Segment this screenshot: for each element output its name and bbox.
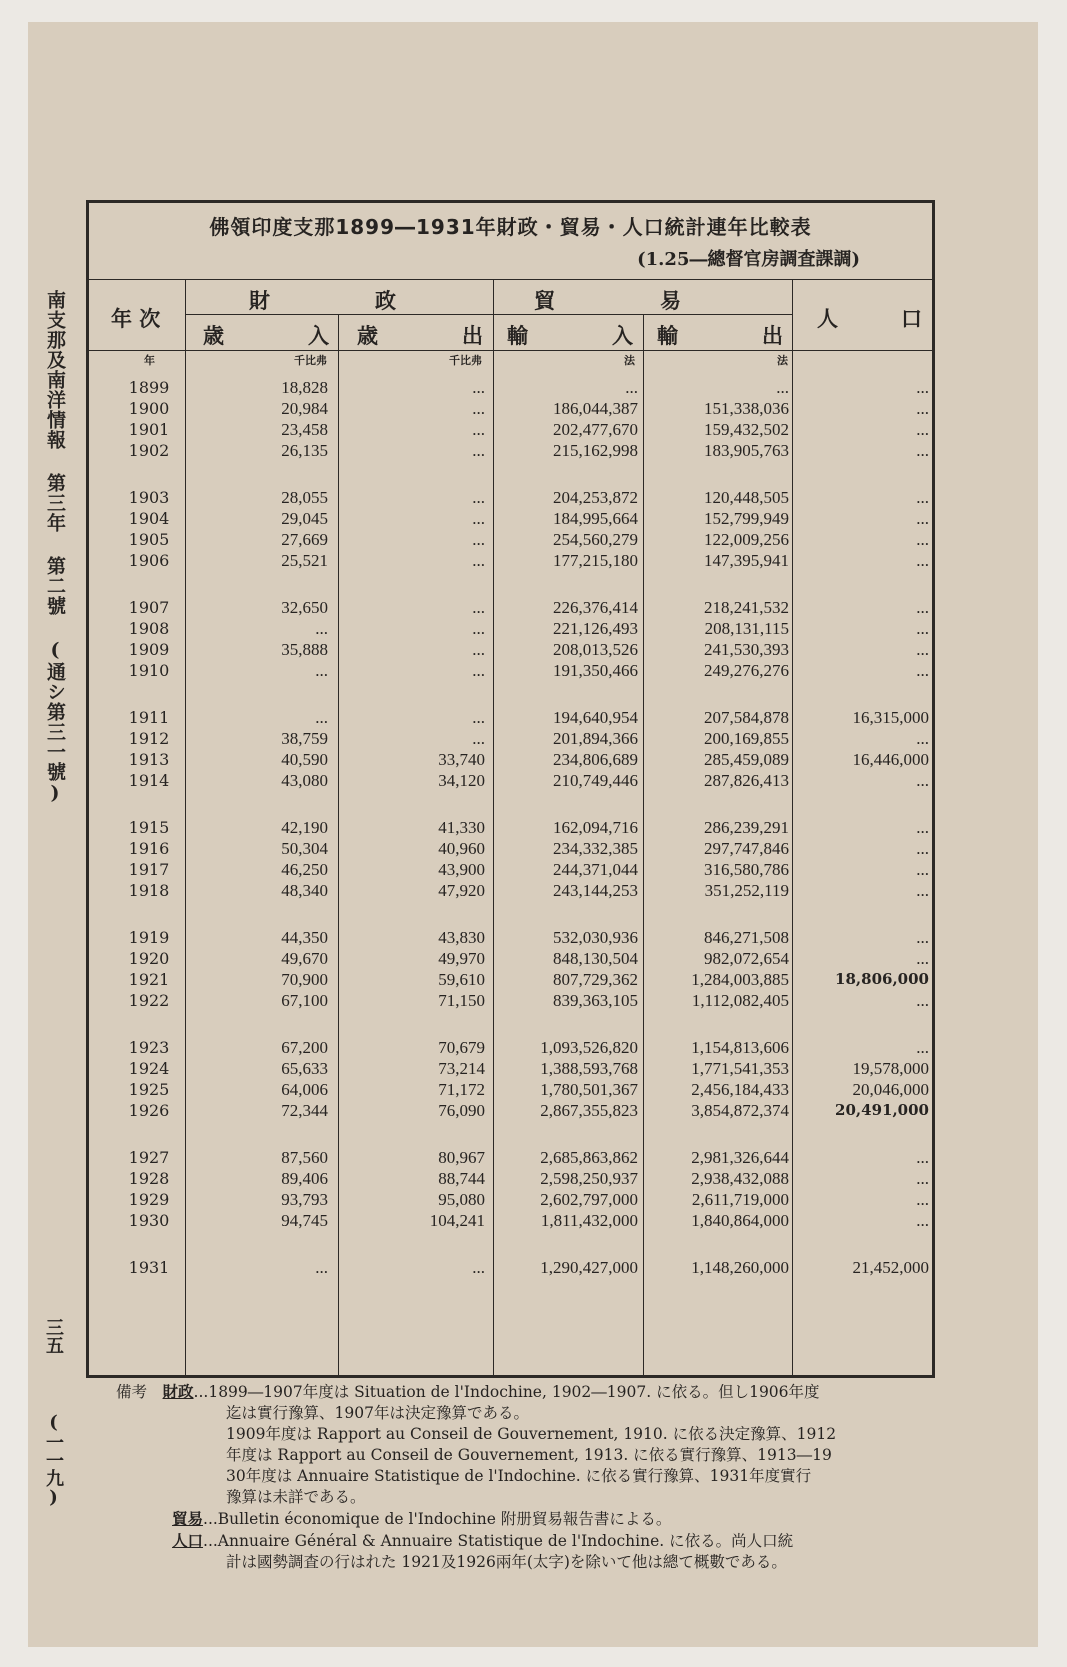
cell-expenditure: ... — [472, 598, 485, 617]
cell-population: ... — [916, 771, 929, 790]
table-row — [89, 1258, 932, 1280]
cell-exports: 287,826,413 — [704, 771, 789, 790]
cell-expenditure: 71,150 — [438, 991, 485, 1010]
statistics-table — [86, 200, 935, 1378]
cell-expenditure: ... — [472, 640, 485, 659]
cell-imports: ... — [625, 378, 638, 397]
table-row — [89, 860, 932, 882]
cell-revenue: 46,250 — [281, 860, 328, 879]
table-row — [89, 640, 932, 662]
cell-year: 1925 — [128, 1080, 170, 1099]
header-bottom-rule — [89, 350, 932, 351]
cell-expenditure: 73,214 — [438, 1059, 485, 1078]
table-row — [89, 661, 932, 683]
cell-year: 1916 — [128, 839, 170, 858]
cell-revenue: 32,650 — [281, 598, 328, 617]
cell-year: 1929 — [128, 1190, 170, 1209]
table-row — [89, 991, 932, 1013]
cell-revenue: 38,759 — [281, 729, 328, 748]
cell-year: 1921 — [128, 970, 170, 989]
cell-expenditure: 34,120 — [438, 771, 485, 790]
cell-expenditure: ... — [472, 1258, 485, 1277]
table-row — [89, 1169, 932, 1191]
table-row — [89, 1148, 932, 1170]
table-row — [89, 420, 932, 442]
cell-expenditure: 43,900 — [438, 860, 485, 879]
cell-revenue: 18,828 — [281, 378, 328, 397]
cell-revenue: ... — [315, 661, 328, 680]
header-expenditure: 歳 出 — [357, 323, 483, 348]
cell-year: 1901 — [128, 420, 170, 439]
cell-exports: ... — [776, 378, 789, 397]
cell-revenue: 35,888 — [281, 640, 328, 659]
cell-expenditure: ... — [472, 708, 485, 727]
table-row — [89, 509, 932, 531]
cell-population: 16,315,000 — [852, 708, 929, 727]
cell-population: ... — [916, 881, 929, 900]
cell-imports: 162,094,716 — [553, 818, 638, 837]
cell-exports: 351,252,119 — [704, 881, 789, 900]
cell-imports: 215,162,998 — [553, 441, 638, 460]
note-label-finance: 財政 — [162, 1382, 194, 1401]
table-title: 佛領印度支那1899―1931年財政・貿易・人口統計連年比較表 — [209, 215, 812, 239]
cell-imports: 184,995,664 — [553, 509, 638, 528]
unit-expenditure: 千比弗 — [449, 354, 482, 367]
cell-imports: 839,363,105 — [553, 991, 638, 1010]
cell-exports: 147,395,941 — [704, 551, 789, 570]
cell-population: ... — [916, 441, 929, 460]
cell-exports: 151,338,036 — [704, 399, 789, 418]
cell-population: ... — [916, 640, 929, 659]
cell-year: 1915 — [128, 818, 170, 837]
cell-revenue: 67,200 — [281, 1038, 328, 1057]
cell-imports: 1,093,526,820 — [540, 1038, 638, 1057]
page-number: 三五 — [43, 1318, 64, 1354]
table-row — [89, 551, 932, 573]
cell-expenditure: 43,830 — [438, 928, 485, 947]
header-imports: 輸 入 — [507, 323, 633, 348]
cell-revenue: ... — [315, 619, 328, 638]
cell-exports: 218,241,532 — [704, 598, 789, 617]
cell-imports: 221,126,493 — [553, 619, 638, 638]
cell-imports: 2,598,250,937 — [540, 1169, 638, 1188]
table-row — [89, 1080, 932, 1102]
cell-revenue: 25,521 — [281, 551, 328, 570]
cell-expenditure: ... — [472, 530, 485, 549]
table-subtitle: (1.25―總督官房調査課調) — [637, 249, 860, 270]
cell-expenditure: 59,610 — [438, 970, 485, 989]
cell-year: 1909 — [128, 640, 170, 659]
cell-expenditure: 88,744 — [438, 1169, 485, 1188]
cell-exports: 286,239,291 — [704, 818, 789, 837]
header-trade: 貿 易 — [534, 288, 681, 313]
cell-exports: 183,905,763 — [704, 441, 789, 460]
cell-exports: 982,072,654 — [704, 949, 789, 968]
document-page — [28, 22, 1038, 1647]
cell-population: ... — [916, 488, 929, 507]
cell-expenditure: 49,970 — [438, 949, 485, 968]
total-page-number: (一一九) — [43, 1412, 64, 1508]
table-row — [89, 750, 932, 772]
cell-population: 20,046,000 — [852, 1080, 929, 1099]
cell-revenue: 40,590 — [281, 750, 328, 769]
cell-expenditure: ... — [472, 441, 485, 460]
cell-exports: 200,169,855 — [704, 729, 789, 748]
cell-year: 1903 — [128, 488, 170, 507]
cell-imports: 1,811,432,000 — [540, 1211, 638, 1230]
cell-year: 1899 — [128, 378, 170, 397]
cell-expenditure: 71,172 — [438, 1080, 485, 1099]
cell-expenditure: ... — [472, 729, 485, 748]
cell-year: 1912 — [128, 729, 170, 748]
cell-revenue: ... — [315, 1258, 328, 1277]
table-row — [89, 530, 932, 552]
cell-imports: 243,144,253 — [553, 881, 638, 900]
cell-imports: 2,867,355,823 — [540, 1101, 638, 1120]
cell-revenue: 64,006 — [281, 1080, 328, 1099]
cell-year: 1930 — [128, 1211, 170, 1230]
cell-year: 1910 — [128, 661, 170, 680]
cell-imports: 1,388,593,768 — [540, 1059, 638, 1078]
cell-population: ... — [916, 839, 929, 858]
note-population-line-1: 計は國勢調査の行はれた 1921及1926兩年(太字)を除いて他は總て概數である。 — [226, 1553, 787, 1571]
cell-expenditure: ... — [472, 551, 485, 570]
cell-expenditure: 33,740 — [438, 750, 485, 769]
cell-population: 20,491,000 — [835, 1101, 929, 1119]
cell-imports: 191,350,466 — [553, 661, 638, 680]
cell-population: 21,452,000 — [852, 1258, 929, 1277]
table-row — [89, 949, 932, 971]
cell-imports: 226,376,414 — [553, 598, 638, 617]
cell-population: ... — [916, 420, 929, 439]
cell-year: 1904 — [128, 509, 170, 528]
cell-revenue: 20,984 — [281, 399, 328, 418]
table-row — [89, 771, 932, 793]
cell-exports: 152,799,949 — [704, 509, 789, 528]
cell-imports: 194,640,954 — [553, 708, 638, 727]
cell-revenue: 26,135 — [281, 441, 328, 460]
table-row — [89, 928, 932, 950]
note-finance-line-1: 迄は實行豫算、1907年は決定豫算である。 — [226, 1404, 529, 1422]
table-row — [89, 1101, 932, 1123]
cell-population: ... — [916, 818, 929, 837]
cell-expenditure: ... — [472, 378, 485, 397]
cell-year: 1902 — [128, 441, 170, 460]
cell-revenue: 42,190 — [281, 818, 328, 837]
note-trade-line: ...Bulletin économique de l'Indochine 附册貿易報告書による。 — [203, 1510, 672, 1528]
cell-population: ... — [916, 619, 929, 638]
cell-expenditure: 40,960 — [438, 839, 485, 858]
cell-exports: 316,580,786 — [704, 860, 789, 879]
cell-exports: 1,148,260,000 — [691, 1258, 789, 1277]
cell-population: ... — [916, 399, 929, 418]
cell-year: 1927 — [128, 1148, 170, 1167]
header-year: 年 次 — [111, 306, 161, 331]
cell-revenue: 50,304 — [281, 839, 328, 858]
cell-year: 1905 — [128, 530, 170, 549]
cell-exports: 120,448,505 — [704, 488, 789, 507]
cell-imports: 202,477,670 — [553, 420, 638, 439]
cell-expenditure: 95,080 — [438, 1190, 485, 1209]
note-finance-line-2: 1909年度は Rapport au Conseil de Gouvernement, 1910. に依る決定豫算、1912 — [226, 1425, 837, 1443]
cell-year: 1908 — [128, 619, 170, 638]
cell-imports: 1,290,427,000 — [540, 1258, 638, 1277]
table-row — [89, 1190, 932, 1212]
cell-year: 1923 — [128, 1038, 170, 1057]
cell-imports: 244,371,044 — [553, 860, 638, 879]
cell-year: 1922 — [128, 991, 170, 1010]
cell-exports: 2,611,719,000 — [691, 1190, 789, 1209]
cell-population: ... — [916, 1211, 929, 1230]
note-label-trade: 貿易 — [172, 1509, 204, 1528]
cell-population: ... — [916, 860, 929, 879]
table-row — [89, 818, 932, 840]
cell-population: ... — [916, 1169, 929, 1188]
note-finance-line-5: 豫算は未詳である。 — [226, 1488, 366, 1506]
cell-population: ... — [916, 928, 929, 947]
cell-revenue: 87,560 — [281, 1148, 328, 1167]
table-row — [89, 399, 932, 421]
cell-population: 19,578,000 — [852, 1059, 929, 1078]
header-finance: 財 政 — [249, 288, 396, 313]
cell-exports: 207,584,878 — [704, 708, 789, 727]
header-population: 人 口 — [817, 306, 922, 331]
cell-population: ... — [916, 1190, 929, 1209]
unit-revenue: 千比弗 — [294, 354, 327, 367]
cell-exports: 285,459,089 — [704, 750, 789, 769]
cell-revenue: 94,745 — [281, 1211, 328, 1230]
cell-revenue: 29,045 — [281, 509, 328, 528]
table-row — [89, 488, 932, 510]
cell-population: ... — [916, 1148, 929, 1167]
cell-year: 1907 — [128, 598, 170, 617]
cell-imports: 210,749,446 — [553, 771, 638, 790]
notes-heading: 備考 — [116, 1383, 148, 1401]
table-row — [89, 970, 932, 992]
cell-imports: 848,130,504 — [553, 949, 638, 968]
cell-exports: 1,771,541,353 — [691, 1059, 789, 1078]
note-finance-line-0: ...1899―1907年度は Situation de l'Indochine, 1902―1907. に依る。但し1906年度 — [193, 1383, 820, 1401]
cell-imports: 204,253,872 — [553, 488, 638, 507]
cell-expenditure: ... — [472, 420, 485, 439]
cell-expenditure: 104,241 — [429, 1211, 485, 1230]
table-row — [89, 441, 932, 463]
cell-year: 1917 — [128, 860, 170, 879]
cell-exports: 249,276,276 — [704, 661, 789, 680]
table-row — [89, 839, 932, 861]
cell-revenue: 72,344 — [281, 1101, 328, 1120]
cell-expenditure: ... — [472, 619, 485, 638]
cell-population: ... — [916, 530, 929, 549]
cell-imports: 186,044,387 — [553, 399, 638, 418]
cell-year: 1906 — [128, 551, 170, 570]
cell-expenditure: ... — [472, 488, 485, 507]
cell-exports: 159,432,502 — [704, 420, 789, 439]
header-revenue: 歳 入 — [203, 323, 329, 348]
cell-revenue: 49,670 — [281, 949, 328, 968]
cell-imports: 1,780,501,367 — [540, 1080, 638, 1099]
cell-revenue: 43,080 — [281, 771, 328, 790]
cell-population: ... — [916, 1038, 929, 1057]
table-row — [89, 729, 932, 751]
table-row — [89, 598, 932, 620]
cell-population: ... — [916, 661, 929, 680]
cell-imports: 2,602,797,000 — [540, 1190, 638, 1209]
cell-year: 1900 — [128, 399, 170, 418]
cell-population: ... — [916, 991, 929, 1010]
cell-year: 1911 — [128, 708, 170, 727]
cell-expenditure: ... — [472, 399, 485, 418]
header-top-rule — [89, 279, 932, 280]
cell-imports: 208,013,526 — [553, 640, 638, 659]
cell-expenditure: 76,090 — [438, 1101, 485, 1120]
cell-imports: 234,806,689 — [553, 750, 638, 769]
cell-exports: 122,009,256 — [704, 530, 789, 549]
cell-revenue: 48,340 — [281, 881, 328, 900]
note-finance-line-4: 30年度は Annuaire Statistique de l'Indochine. に依る實行豫算、1931年度實行 — [226, 1467, 812, 1485]
cell-exports: 2,456,184,433 — [691, 1080, 789, 1099]
table-row — [89, 1059, 932, 1081]
cell-expenditure: ... — [472, 661, 485, 680]
cell-revenue: 23,458 — [281, 420, 328, 439]
cell-revenue: 70,900 — [281, 970, 328, 989]
cell-population: ... — [916, 509, 929, 528]
cell-exports: 1,154,813,606 — [691, 1038, 789, 1057]
table-row — [89, 378, 932, 400]
cell-revenue: 44,350 — [281, 928, 328, 947]
cell-population: ... — [916, 378, 929, 397]
cell-revenue: 65,633 — [281, 1059, 328, 1078]
cell-expenditure: 41,330 — [438, 818, 485, 837]
cell-exports: 208,131,115 — [704, 619, 789, 638]
cell-revenue: 93,793 — [281, 1190, 328, 1209]
header-exports: 輸 出 — [657, 323, 783, 348]
cell-exports: 297,747,846 — [704, 839, 789, 858]
cell-population: ... — [916, 729, 929, 748]
cell-exports: 846,271,508 — [704, 928, 789, 947]
cell-revenue: 28,055 — [281, 488, 328, 507]
cell-exports: 3,854,872,374 — [691, 1101, 789, 1120]
cell-imports: 234,332,385 — [553, 839, 638, 858]
cell-population: 16,446,000 — [852, 750, 929, 769]
cell-year: 1920 — [128, 949, 170, 968]
cell-exports: 2,938,432,088 — [691, 1169, 789, 1188]
cell-year: 1926 — [128, 1101, 170, 1120]
note-label-population: 人口 — [172, 1531, 204, 1550]
cell-imports: 177,215,180 — [553, 551, 638, 570]
cell-exports: 241,530,393 — [704, 640, 789, 659]
table-row — [89, 1211, 932, 1233]
note-finance-line-3: 年度は Rapport au Conseil de Gouvernement, 1913. に依る實行豫算、1913―19 — [226, 1446, 832, 1464]
cell-population: 18,806,000 — [835, 970, 929, 988]
unit-exports: 法 — [777, 354, 788, 367]
unit-year: 年 — [144, 354, 155, 367]
cell-population: ... — [916, 598, 929, 617]
cell-year: 1919 — [128, 928, 170, 947]
note-population-line-0: ...Annuaire Général & Annuaire Statistique de l'Indochine. に依る。尚人口統 — [203, 1532, 794, 1550]
cell-exports: 2,981,326,644 — [691, 1148, 789, 1167]
cell-population: ... — [916, 949, 929, 968]
table-row — [89, 1038, 932, 1060]
cell-year: 1928 — [128, 1169, 170, 1188]
cell-expenditure: ... — [472, 509, 485, 528]
cell-exports: 1,112,082,405 — [691, 991, 789, 1010]
cell-expenditure: 70,679 — [438, 1038, 485, 1057]
cell-population: ... — [916, 551, 929, 570]
cell-imports: 532,030,936 — [553, 928, 638, 947]
cell-revenue: 89,406 — [281, 1169, 328, 1188]
cell-exports: 1,284,003,885 — [691, 970, 789, 989]
cell-imports: 201,894,366 — [553, 729, 638, 748]
cell-year: 1918 — [128, 881, 170, 900]
unit-imports: 法 — [624, 354, 635, 367]
cell-year: 1924 — [128, 1059, 170, 1078]
cell-imports: 2,685,863,862 — [540, 1148, 638, 1167]
cell-expenditure: 80,967 — [438, 1148, 485, 1167]
table-row — [89, 708, 932, 730]
cell-year: 1913 — [128, 750, 170, 769]
cell-year: 1931 — [128, 1258, 170, 1277]
cell-revenue: ... — [315, 708, 328, 727]
table-row — [89, 619, 932, 641]
cell-year: 1914 — [128, 771, 170, 790]
cell-exports: 1,840,864,000 — [691, 1211, 789, 1230]
cell-expenditure: 47,920 — [438, 881, 485, 900]
table-row — [89, 881, 932, 903]
cell-imports: 254,560,279 — [553, 530, 638, 549]
cell-revenue: 67,100 — [281, 991, 328, 1010]
margin-header: 南支那及南洋情報 第三年 第二號 (通シ第三一號) — [44, 290, 66, 805]
cell-imports: 807,729,362 — [553, 970, 638, 989]
cell-revenue: 27,669 — [281, 530, 328, 549]
